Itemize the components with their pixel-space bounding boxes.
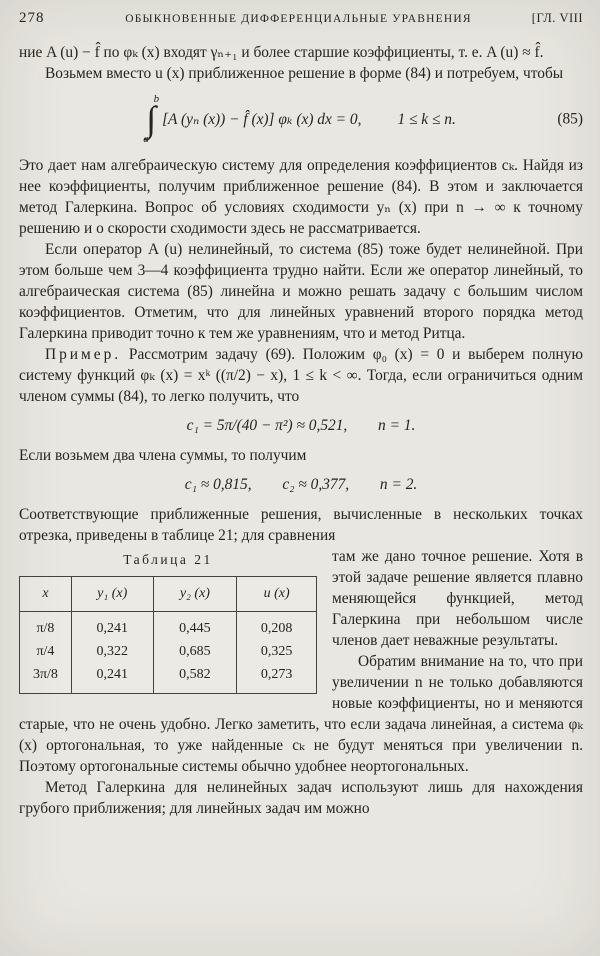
integral-icon (143, 93, 160, 145)
paragraph-table-intro: Соответствующие приближенные решения, вычисленные в нескольких точках отрезка, приведены в таблице 21; для сравнения (19, 506, 583, 544)
paragraph-final: Метод Галеркина для нелинейных задач используют лишь для нахождения грубого приближения; для линейных задач им можно (19, 779, 583, 817)
results-table-block (19, 549, 317, 694)
table-cell: π/8 (36, 621, 55, 636)
table-cell: 0,685 (153, 640, 237, 663)
table-cell: 0,322 (71, 640, 153, 663)
table-caption: Таблица 21 (123, 552, 213, 567)
table-row (20, 663, 317, 694)
integral-sign-icon: ∫ (146, 99, 157, 139)
chapter-label: [ГЛ. VIII (531, 11, 583, 25)
paragraph-exact-solution: там же дано точное решение. Хотя в этой задаче решение является плавно меняющейся функцией, метод Галеркина при небольшом числе членов дает неважные результаты. (332, 548, 583, 649)
paragraph-approx-solution: Возьмем вместо u (x) приближенное решение в форме (84) и потребуем, чтобы (45, 65, 564, 82)
paragraph-coefficients-note: Обратим внимание на то, что при увеличении n не только добавляются новые коэффициенты, но и меняются старые, что не очень удобно. Легко заметить, что если задача линейная, а система φₖ (x) ортогональная, то уже найденные cₖ не будут меняться при увеличении n. Поэтому ортогональные системы обычно удобнее неортогональных. (19, 653, 583, 775)
equation-c1-c2 (19, 474, 583, 495)
paragraph-opening: ние A (u) − f̂ по φₖ (x) входят γₙ₊₁ и более старшие коэффициенты, т. е. A (u) ≈ f̂. (19, 44, 544, 61)
results-table (19, 576, 317, 694)
table-header-cell: u (x) (237, 577, 317, 612)
paragraph-nonlinear-operator: Если оператор A (u) нелинейный, то система (85) тоже будет нелинейной. При этом больше чем 3—4 коэффициента трудно найти. Если же оператор линейный, то алгебраическая система (85) линейна и можно решать задачу с большим числом коэффициентов. Отметим, что для линейных уравнений второго порядка метод Галеркина приводит точно к тем же уравнениям, что и метод Ритца. (19, 241, 583, 342)
table-head (20, 577, 317, 612)
table-row (20, 612, 317, 641)
equation-85-condition: 1 ≤ k ≤ n. (397, 110, 456, 128)
equation-85-number: (85) (557, 110, 583, 128)
table-cell: 0,273 (237, 663, 317, 694)
table-cell: π/4 (36, 644, 55, 659)
table-cell: 3π/8 (32, 667, 58, 682)
equation-galerkin-85 (19, 94, 583, 144)
table-cell: 0,445 (153, 612, 237, 641)
table-body (20, 612, 317, 694)
equation-c1-c2-text: c₁ ≈ 0,815, c₂ ≈ 0,377, n = 2. (184, 476, 418, 493)
equation-85-expression (143, 93, 456, 145)
table-row (20, 640, 317, 663)
table-cell: 0,582 (153, 663, 237, 694)
equation-c1-text: c₁ = 5π/(40 − π²) ≈ 0,521, n = 1. (186, 417, 416, 434)
table-cell: 0,241 (71, 612, 153, 641)
equation-85-body: [A (yₙ (x)) − f̂ (x)] φₖ (x) dx = 0, (162, 110, 362, 128)
table-cell: 0,325 (237, 640, 317, 663)
table-header-cell: y₂ (x) (153, 577, 237, 612)
paragraph-algebraic-system: Это дает нам алгебраическую систему для определения коэффициентов cₖ. Найдя из нее коэффициенты, получим приближенное решение (84). В этом и заключается метод Галеркина. Вопрос об условиях сходимости yₙ (x) при n → ∞ к точному решению и о скорости сходимости здесь не рассматривается. (19, 157, 583, 237)
integral-upper-limit: b (153, 93, 160, 105)
example-label: Пример. (45, 346, 122, 363)
paragraph-example (19, 344, 583, 407)
table-header-cell: y₁ (x) (71, 577, 153, 612)
table-header-row (20, 577, 317, 612)
table-cell: 0,241 (71, 663, 153, 694)
page-header (19, 10, 583, 27)
example-text: Рассмотрим задачу (69). Положим φ₀ (x) = 0 и выберем полную систему функций φₖ (x) = xᵏ ((π/2) − x), 1 ≤ k < ∞. Тогда, если ограничиться одним членом суммы (84), то легко получить, что (19, 346, 583, 405)
integral-lower-limit: a (143, 133, 149, 145)
table-header-cell: x (20, 577, 72, 612)
page-number: 278 (19, 10, 45, 26)
table-cell: 0,208 (237, 612, 317, 641)
page-content (19, 42, 583, 819)
running-title: ОБЫКНОВЕННЫЕ ДИФФЕРЕНЦИАЛЬНЫЕ УРАВНЕНИЯ (125, 13, 472, 25)
equation-c1 (19, 415, 583, 436)
paragraph-two-terms: Если возьмем два члена суммы, то получим (19, 447, 307, 464)
